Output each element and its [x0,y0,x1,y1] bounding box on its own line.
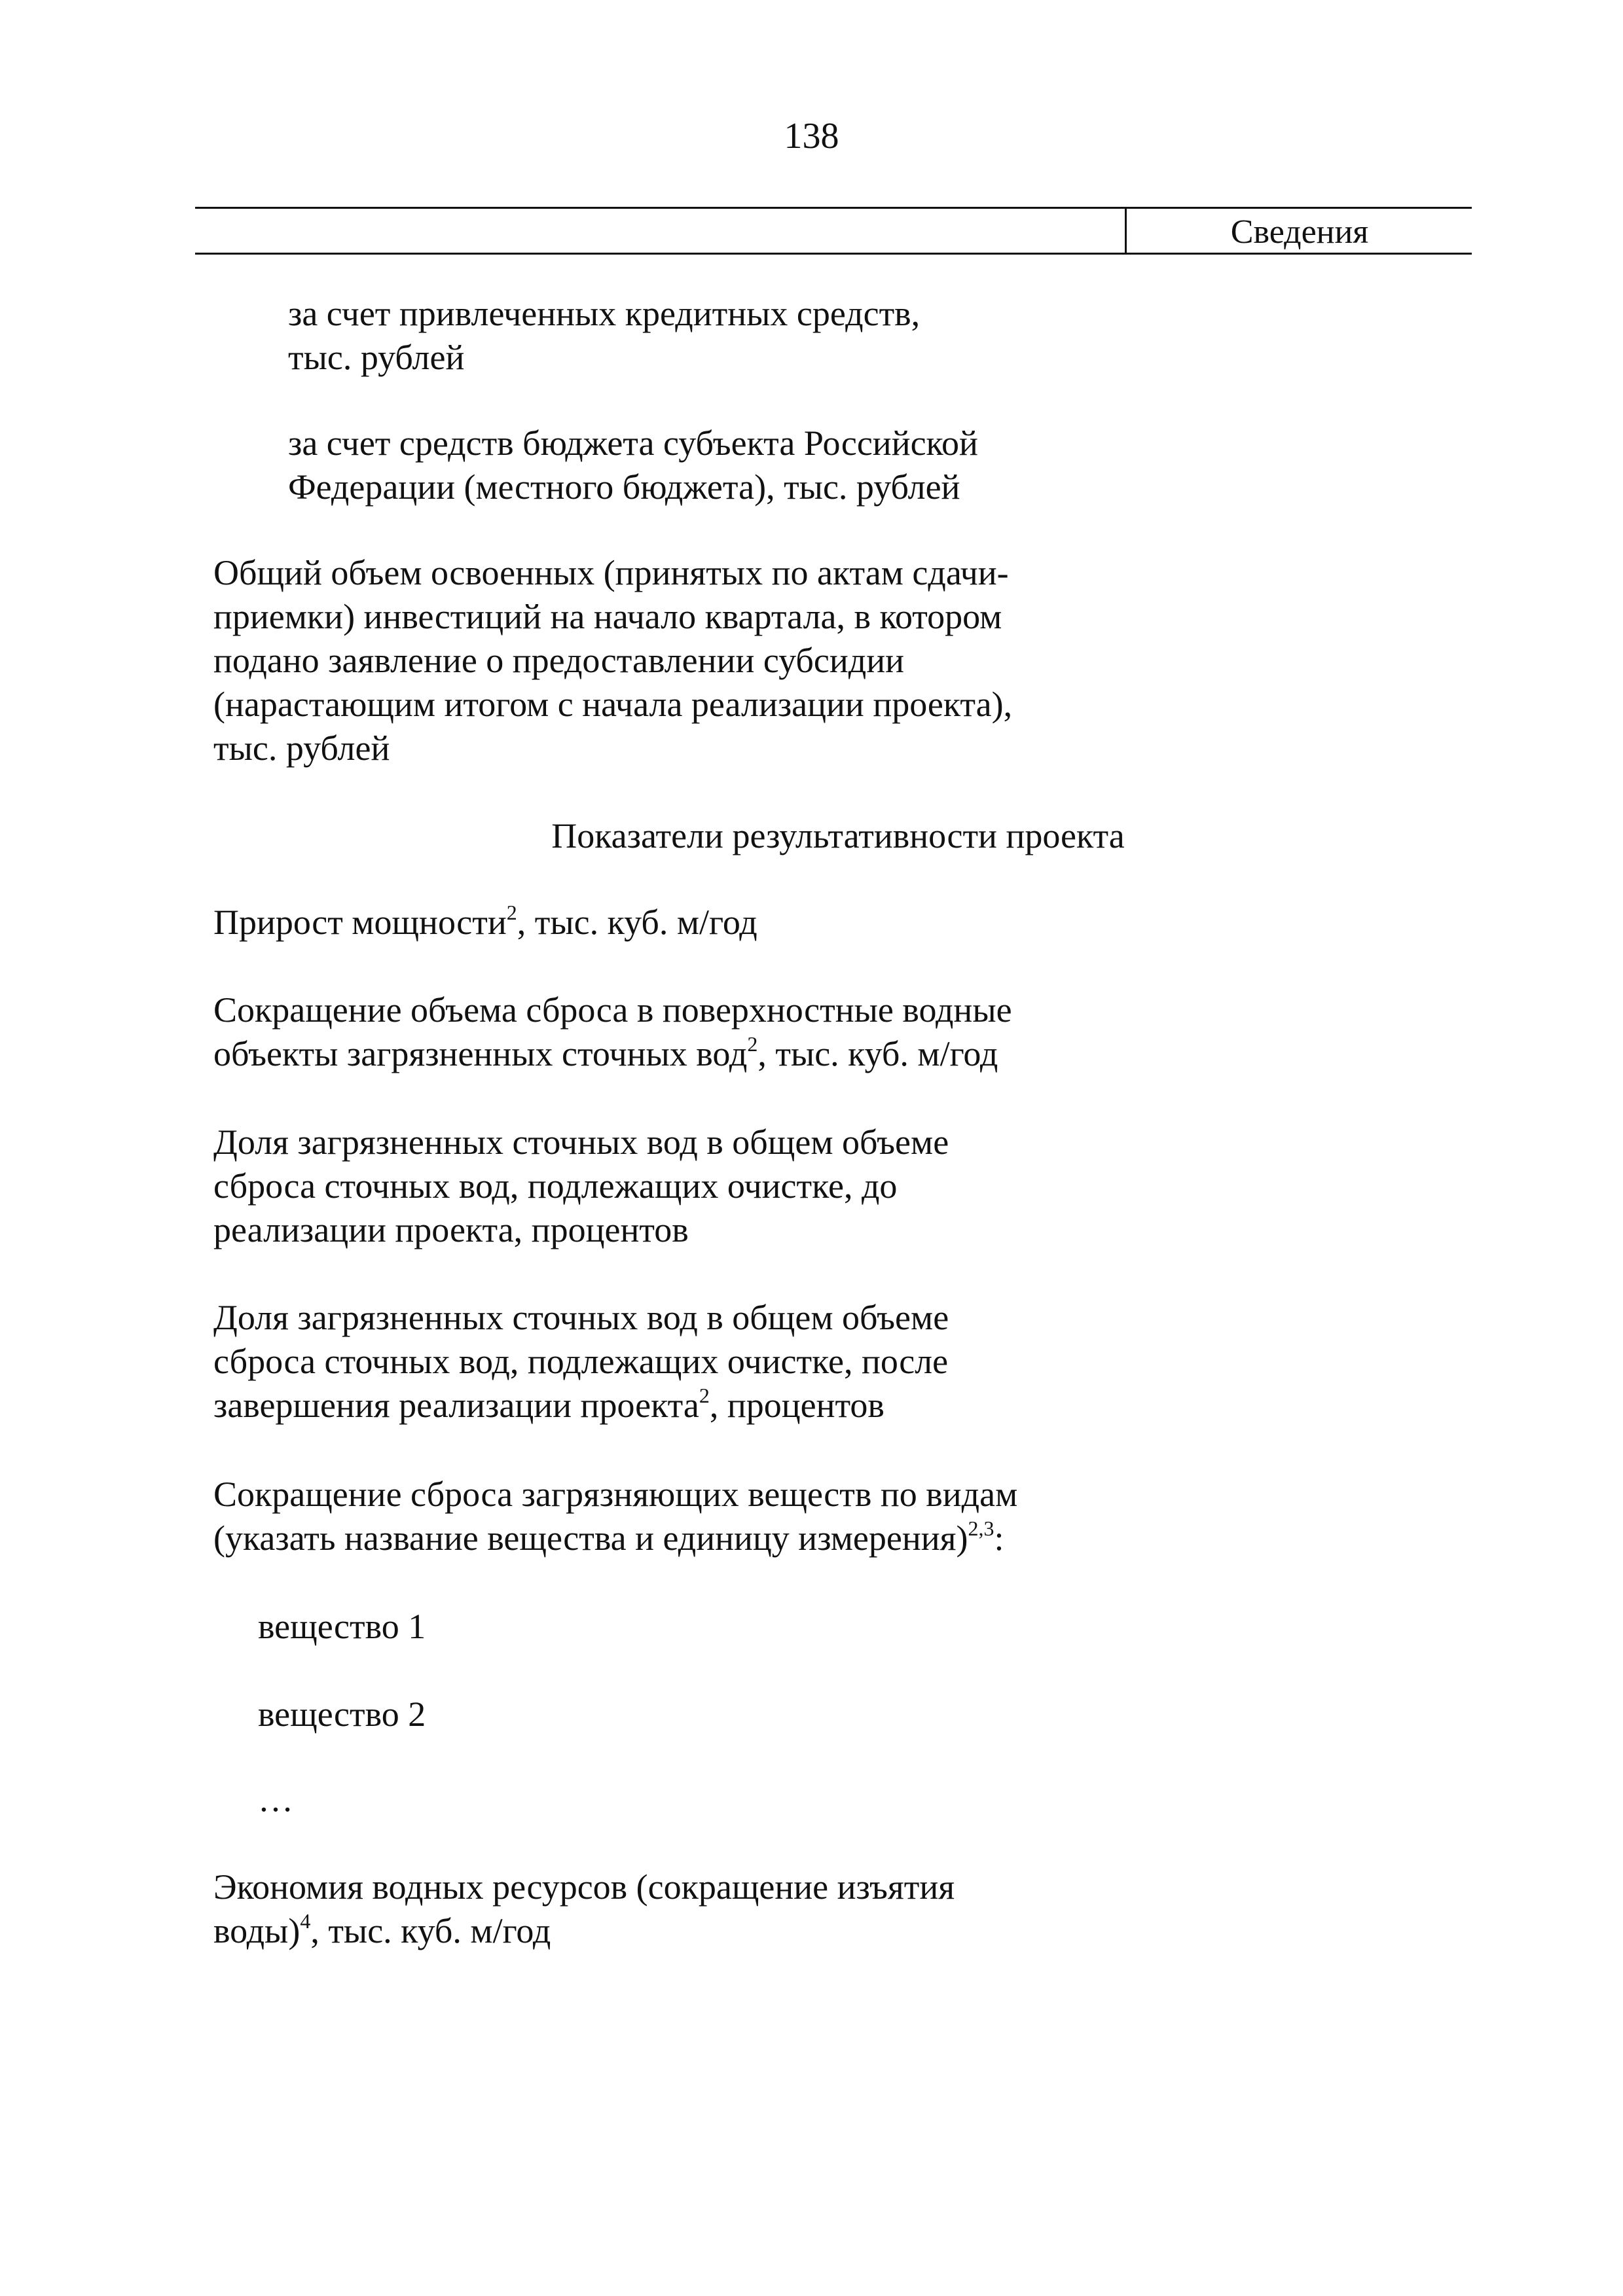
capacity-growth-item [213,901,757,944]
total-investments-line: подано заявление о предоставлении субсидии [213,641,905,680]
borrowed-funds-line: за счет привлеченных кредитных средств, [288,294,921,333]
substance-ellipsis: … [258,1780,293,1819]
pollutants-reduction-item [213,1473,1017,1560]
share-after-item [213,1296,949,1427]
table-top-rule [195,207,1472,209]
footnote-ref: 4 [300,1909,311,1933]
water-saving-line: Экономия водных ресурсов (сокращение изъятия [213,1867,955,1907]
total-investments-line: приемки) инвестиций на начало квартала, в котором [213,597,1002,636]
share-after-unit: , процентов [709,1386,884,1425]
table-bottom-rule [195,253,1472,255]
share-before-item [213,1121,949,1252]
footnote-ref: 2 [747,1032,758,1056]
borrowed-funds-item [288,292,920,380]
discharge-reduction-line [213,1032,1012,1076]
borrowed-funds-line: тыс. рублей [288,338,465,377]
footnote-ref: 2 [699,1384,710,1407]
capacity-growth-line [213,901,757,944]
share-after-text: завершения реализации проекта [213,1386,699,1425]
total-investments-item [213,551,1012,770]
section-title: Показатели результативности проекта [551,816,1125,855]
water-saving-item [213,1865,955,1953]
total-investments-line: Общий объем освоенных (принятых по актам сдачи- [213,553,1009,592]
total-investments-line: (нарастающим итогом с начала реализации проекта), [213,685,1013,724]
discharge-reduction-line: Сокращение объема сброса в поверхностные водные [213,990,1012,1030]
page-number: 138 [784,116,839,156]
share-before-line: сброса сточных вод, подлежащих очистке, до [213,1166,898,1206]
footnote-ref: 2 [506,901,517,924]
share-after-line: сброса сточных вод, подлежащих очистке, после [213,1342,949,1381]
regional-budget-line: за счет средств бюджета субъекта Российской [288,423,978,463]
pollutants-reduction-line: Сокращение сброса загрязняющих веществ по видам [213,1475,1018,1514]
capacity-text: Прирост мощности [213,903,507,942]
water-saving-line [213,1909,955,1953]
substance-1: вещество 1 [258,1607,426,1646]
share-before-line: реализации проекта, процентов [213,1210,689,1249]
share-after-line [213,1384,949,1427]
capacity-unit: , тыс. куб. м/год [517,903,757,942]
table-column-divider [1125,207,1127,255]
water-saving-text: воды) [213,1911,301,1950]
pollutants-reduction-line [213,1516,1017,1560]
share-after-line: Доля загрязненных сточных вод в общем объеме [213,1298,949,1337]
pollutants-text: (указать название вещества и единицу измерения) [213,1518,968,1558]
footnote-ref: 2,3 [968,1516,994,1540]
share-before-line: Доля загрязненных сточных вод в общем объеме [213,1122,949,1162]
regional-budget-item [288,422,978,509]
pollutants-colon: : [994,1518,1004,1558]
discharge-text: объекты загрязненных сточных вод [213,1034,748,1073]
substance-2: вещество 2 [258,1695,426,1734]
total-investments-line: тыс. рублей [213,728,390,768]
discharge-reduction-item [213,988,1012,1076]
column-header-svedeniya: Сведения [1230,213,1369,251]
regional-budget-line: Федерации (местного бюджета), тыс. рублей [288,467,960,507]
water-saving-unit: , тыс. куб. м/год [310,1911,551,1950]
discharge-unit: , тыс. куб. м/год [757,1034,998,1073]
